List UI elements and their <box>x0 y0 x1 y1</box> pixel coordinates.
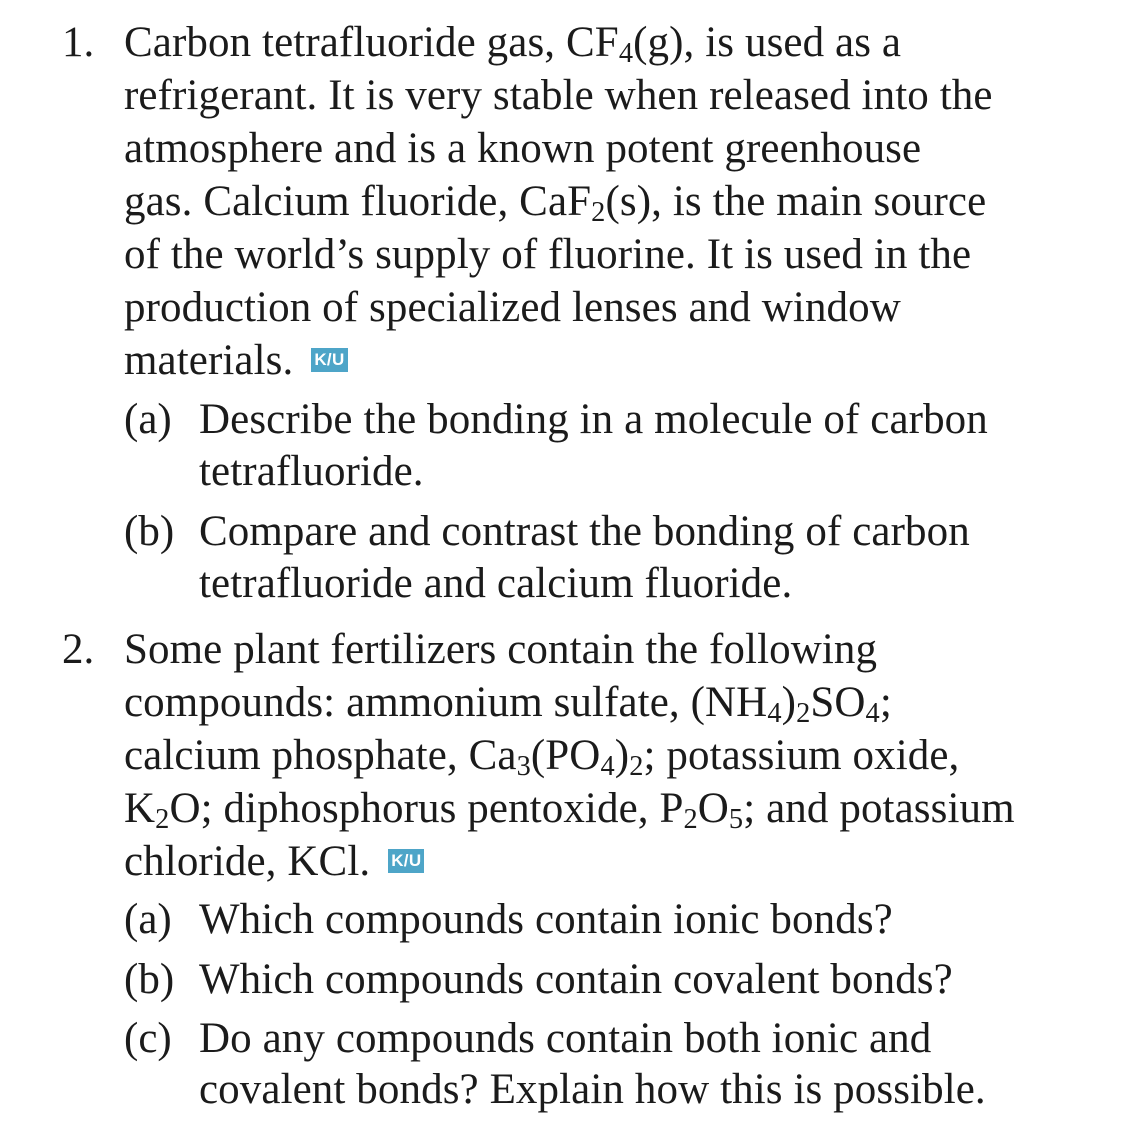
subscript: 2 <box>683 804 698 836</box>
subscript: 5 <box>728 804 744 836</box>
question-text-line: production of specialized lenses and window <box>124 284 901 331</box>
question-text-line: gas. Calcium fluoride, CaF$_2$(s), is the main source <box>124 178 987 229</box>
part-label: (b) <box>124 508 175 555</box>
part-text-line: Which compounds contain covalent bonds? <box>199 956 953 1003</box>
question-text-line: refrigerant. It is very stable when released into the <box>124 72 993 119</box>
part-text-line: tetrafluoride and calcium fluoride. <box>199 560 793 607</box>
part-text-line: Which compounds contain ionic bonds? <box>199 896 893 943</box>
question-text-line: Some plant fertilizers contain the following <box>124 626 878 673</box>
subscript: 2 <box>591 197 606 229</box>
part-text-line: Do any compounds contain both ionic and <box>199 1015 932 1062</box>
question-text-span: materials. <box>124 337 294 384</box>
part-text-line: tetrafluoride. <box>199 448 424 495</box>
part-label: (a) <box>124 396 172 443</box>
subscript: 4 <box>767 698 782 730</box>
question-number: 2. <box>62 626 95 673</box>
part-text-line: Describe the bonding in a molecule of carbon <box>199 396 988 443</box>
part-text-line: Compare and contrast the bonding of carbon <box>199 508 970 555</box>
ku-badge: K/U <box>311 348 347 372</box>
ku-badge: K/U <box>388 849 424 873</box>
subscript: 3 <box>516 751 531 783</box>
subscript: 4 <box>865 698 880 730</box>
question-text-line <box>124 335 348 387</box>
part-label: (a) <box>124 896 172 943</box>
question-number: 1. <box>62 19 95 66</box>
subscript: 4 <box>600 751 615 783</box>
subscript: 2 <box>796 698 811 730</box>
question-text-line: compounds: ammonium sulfate, $(NH_4)_2SO_4$; <box>124 679 892 730</box>
part-text-line: covalent bonds? Explain how this is possible. <box>199 1066 986 1113</box>
question-text-line: calcium phosphate, $Ca_3(PO_4)_2$; potassium oxide, <box>124 732 960 783</box>
question-text-line: atmosphere and is a known potent greenhouse <box>124 125 922 172</box>
question-text-line: Carbon tetrafluoride gas, $CF_4(g)$, is used as a <box>124 19 902 70</box>
subscript: 2 <box>629 751 644 783</box>
subscript: 4 <box>618 38 634 70</box>
subscript: 2 <box>155 804 170 836</box>
part-label: (b) <box>124 956 175 1003</box>
question-text-line <box>124 836 424 888</box>
question-text-span: chloride, KCl. <box>124 838 371 885</box>
question-text-line: of the world’s supply of fluorine. It is used in the <box>124 231 972 278</box>
question-text-line: $K_2O$; diphosphorus pentoxide, $P_2O_5$; and potassium <box>124 785 1015 836</box>
part-label: (c) <box>124 1015 172 1062</box>
